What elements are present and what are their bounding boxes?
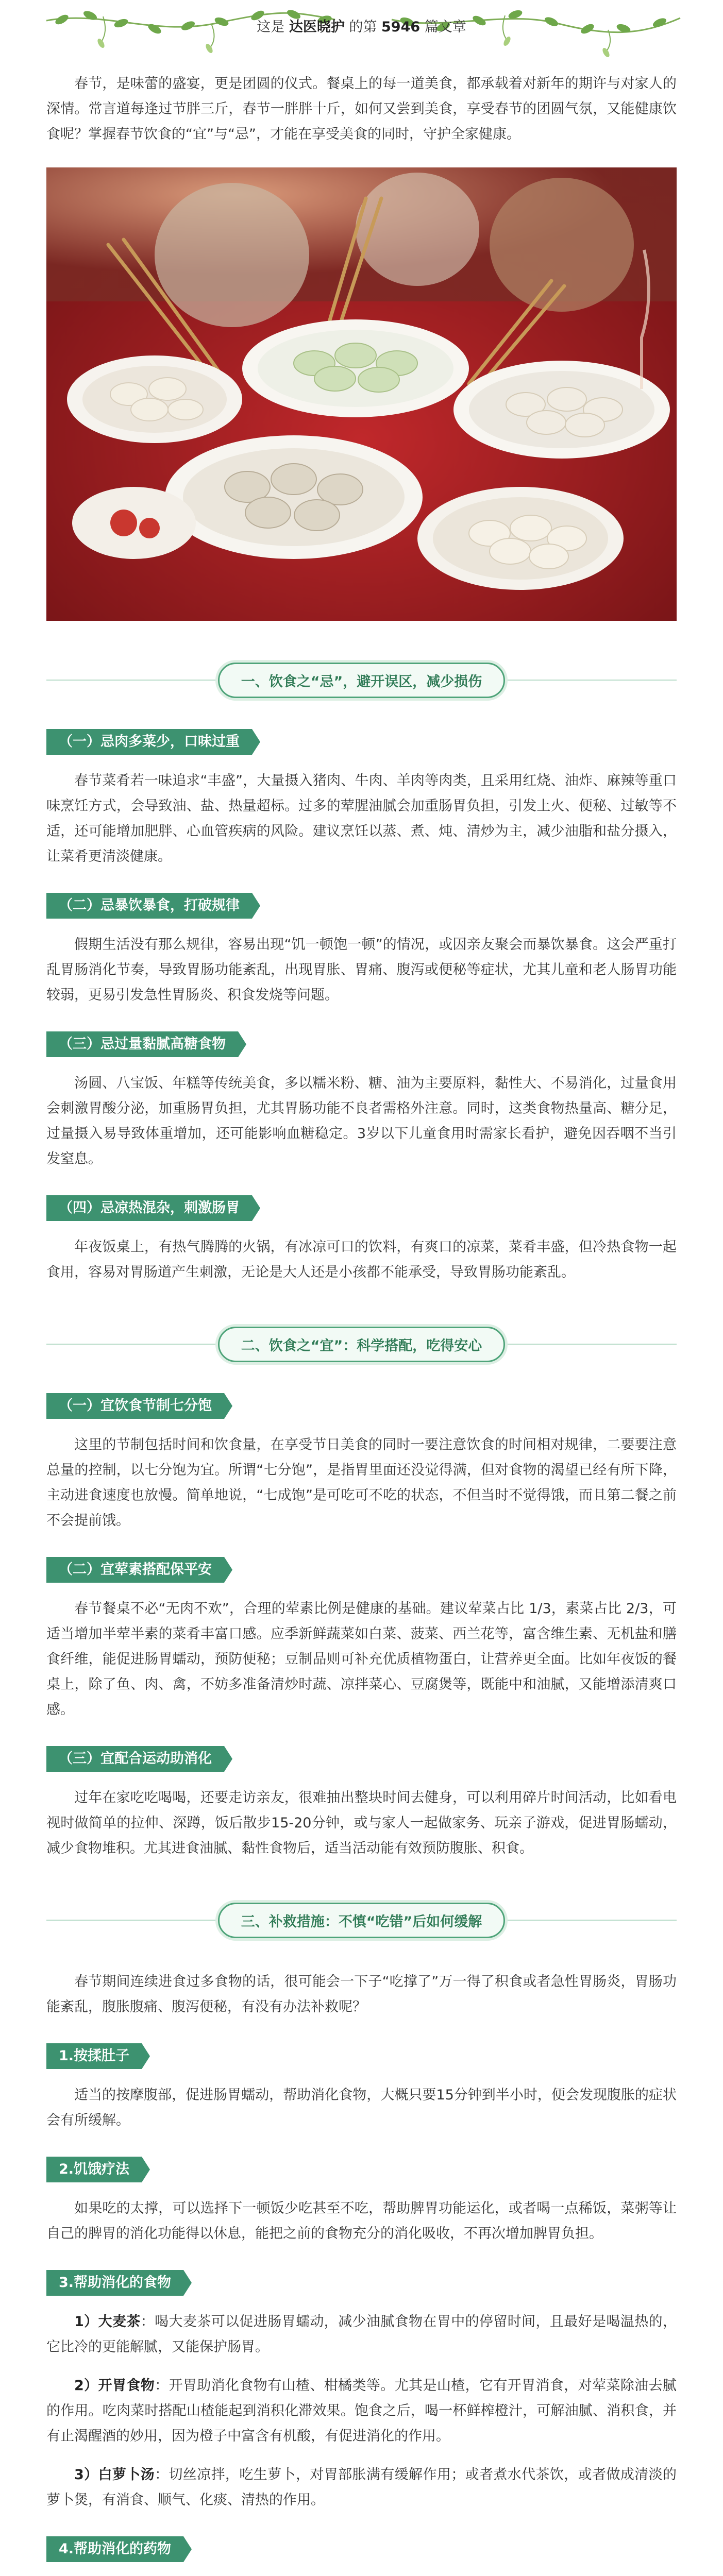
subheading-label: 3.帮助消化的食物 [46, 2270, 183, 2296]
section-1-item-4 [46, 1195, 677, 1285]
food-tip-body: ：喝大麦茶可以促进肠胃蠕动，减少油腻食物在胃中的停留时间，且最好是喝温热的，它比冷的更能解腻，又能保护肠胃。 [46, 2314, 677, 2355]
section-1-item-2 [46, 893, 677, 1008]
subheading [46, 1195, 677, 1221]
intro-paragraph: 春节，是味蕾的盛宴，更是团圆的仪式。餐桌上的每一道美食，都承载着对新年的期许与对家人的深情。常言道每逢过节胖三斤，春节一胖胖十斤，如何又尝到美食，享受春节的团圆气氛，又能健康饮食呢？掌握春节饮食的“宜”与“忌”，才能在享受美食的同时，守护全家健康。 [46, 76, 677, 142]
section-1-item-3 [46, 1031, 677, 1172]
subheading [46, 2536, 677, 2562]
subheading-arrow-icon [183, 2536, 192, 2562]
subheading-arrow-icon [224, 1746, 232, 1772]
section-1-item-1 [46, 729, 677, 869]
subheading-label: （一）宜饮食节制七分饱 [46, 1393, 224, 1419]
food-tip-title: 2）开胃食物 [74, 2378, 155, 2394]
subheading [46, 1031, 677, 1057]
section-banner-1 [46, 662, 677, 698]
subheading-label: （二）宜荤素搭配保平安 [46, 1557, 224, 1583]
subheading [46, 1557, 677, 1583]
header-prefix: 这是 [257, 19, 285, 35]
account-name[interactable]: 达医晓护 [289, 19, 345, 35]
section-2-item-3 [46, 1746, 677, 1861]
dumplings-banquet-photo [46, 167, 677, 621]
subheading [46, 2043, 677, 2069]
subheading-arrow-icon [142, 2043, 150, 2069]
section-2-content [0, 1393, 723, 1861]
subheading-arrow-icon [142, 2157, 150, 2182]
food-tip-body: ：开胃助消化食物有山楂、柑橘类等。尤其是山楂，它有开胃消食，对荤菜除油去腻的作用。吃肉菜时搭配山楂能起到消积化滞效果。饱食之后，喝一杯鲜榨橙汁，可解油腻、消积食，并有止渴醒酒的妙用，因为橙子中富含有机酸，有促进消化的作用。 [46, 2378, 677, 2444]
subheading-arrow-icon [252, 1195, 260, 1221]
subheading-label: 1.按揉肚子 [46, 2043, 142, 2069]
subheading-arrow-icon [224, 1557, 232, 1583]
section-title-1: 一、饮食之“忌”，避开误区，减少损伤 [218, 663, 506, 698]
subheading [46, 2157, 677, 2182]
food-tip-paragraph [46, 2373, 677, 2449]
subheading-label: （二）忌暴饮暴食，打破规律 [46, 893, 252, 919]
article-number-line [0, 0, 723, 36]
hero-image [46, 167, 677, 621]
subheading-label: （三）宜配合运动助消化 [46, 1746, 224, 1772]
section-paragraph: 这里的节制包括时间和饮食量，在享受节日美食的同时一要注意饮食的时间相对规律，二要要注意总量的控制，以七分饱为宜。所谓“七分饱”，是指胃里面还没觉得满，但对食物的渴望已经有所下降，主动进食速度也放慢。简单地说，“七成饱”是可吃可不吃的状态，不但当时不觉得饿，而且第二餐之前不会提前饿。 [46, 1437, 677, 1529]
subheading-label: 4.帮助消化的药物 [46, 2536, 183, 2562]
section-3-item-4 [46, 2536, 677, 2576]
subheading-arrow-icon [238, 1031, 246, 1057]
section-3-lead: 春节期间连续进食过多食物的话，很可能会一下子“吃撑了”万一得了积食或者急性胃肠炎，胃肠功能紊乱，腹胀腹痛、腹泻便秘，有没有办法补救呢？ [46, 1974, 677, 2015]
section-paragraph: 春节餐桌不必“无肉不欢”，合理的荤素比例是健康的基础。建议荤菜占比 1/3，素菜占比 2/3，可适当增加半荤半素的菜肴丰富口感。应季新鲜蔬菜如白菜、菠菜、西兰花等，富含维生素、无机盐和膳食纤维，能促进肠胃蠕动，预防便秘；豆制品则可补充优质植物蛋白，让营养更全面。比如年夜饭的餐桌上，除了鱼、肉、禽，不妨多准备清炒时蔬、凉拌菜心、豆腐煲等，既能中和油腻，又能增添清爽口感。 [46, 1601, 677, 1718]
section-title-2: 二、饮食之“宜”：科学搭配，吃得安心 [218, 1327, 506, 1362]
subheading-arrow-icon [252, 893, 260, 919]
section-paragraph: 假期生活没有那么规律，容易出现“饥一顿饱一顿”的情况，或因亲友聚会而暴饮暴食。这会严重打乱胃肠消化节奏，导致胃肠功能紊乱，出现胃胀、胃痛、腹泻或便秘等症状，尤其儿童和老人肠胃功能较弱，更易引发急性胃肠炎、积食发烧等问题。 [46, 937, 677, 1003]
article-number: 5946 [381, 19, 421, 35]
section-paragraph: 过年在家吃吃喝喝，还要走访亲友，很难抽出整块时间去健身，可以利用碎片时间活动，比如看电视时做简单的拉伸、深蹲，饭后散步15-20分钟，或与家人一起做家务、玩亲子游戏，促进胃肠蠕动，减少食物堆积。尤其进食油腻、黏性食物后，适当活动能有效预防腹胀、积食。 [46, 1790, 677, 1856]
subheading-label: （一）忌肉多菜少，口味过重 [46, 729, 252, 755]
section-3-content [0, 1969, 723, 2576]
subheading-label: （三）忌过量黏腻高糖食物 [46, 1031, 238, 1057]
subheading-arrow-icon [183, 2270, 192, 2296]
subheading-label: （四）忌凉热混杂，刺激肠胃 [46, 1195, 252, 1221]
food-tip-title: 3）白萝卜汤 [74, 2467, 155, 2483]
section-2-item-1 [46, 1393, 677, 1533]
header-suffix: 篇文章 [424, 19, 466, 35]
subheading [46, 2270, 677, 2296]
section-title-3: 三、补救措施：不慎“吃错”后如何缓解 [218, 1903, 506, 1938]
subheading [46, 729, 677, 755]
header-middle: 的第 [349, 19, 377, 35]
food-tip-paragraph [46, 2309, 677, 2360]
food-tip-title: 1）大麦茶 [74, 2314, 141, 2330]
section-3-item-3 [46, 2270, 677, 2513]
subheading-label: 2.饥饿疗法 [46, 2157, 142, 2182]
article-header [0, 0, 723, 62]
section-paragraph: 汤圆、八宝饭、年糕等传统美食，多以糯米粉、糖、油为主要原料，黏性大、不易消化，过量食用会刺激胃酸分泌，加重肠胃负担，尤其胃肠功能不良者需格外注意。同时，这类食物热量高、糖分足，过量摄入易导致体重增加，还可能影响血糖稳定。3岁以下儿童食用时需家长看护，避免因吞咽不当引发窒息。 [46, 1075, 677, 1167]
section-1-content [0, 729, 723, 1285]
article-body [0, 71, 723, 147]
section-banner-2 [46, 1326, 677, 1362]
subheading [46, 1746, 677, 1772]
section-paragraph: 适当的按摩腹部，促进肠胃蠕动，帮助消化食物，大概只要15分钟到半小时，便会发现腹胀的症状会有所缓解。 [46, 2087, 677, 2128]
subheading-arrow-icon [252, 729, 260, 755]
section-3-item-2 [46, 2157, 677, 2246]
section-banner-3 [46, 1902, 677, 1938]
section-2-item-2 [46, 1557, 677, 1722]
section-paragraph: 春节菜肴若一味追求“丰盛”，大量摄入猪肉、牛肉、羊肉等肉类，且采用红烧、油炸、麻辣等重口味烹饪方式，会导致油、盐、热量超标。过多的荤腥油腻会加重肠胃负担，引发上火、便秘、过敏等不适，还可能增加肥胖、心血管疾病的风险。建议烹饪以蒸、煮、炖、清炒为主，减少油脂和盐分摄入，让菜肴更清淡健康。 [46, 773, 677, 865]
section-paragraph: 如果吃的太撑，可以选择下一顿饭少吃甚至不吃，帮助脾胃功能运化，或者喝一点稀饭，菜粥等让自己的脾胃的消化功能得以休息，能把之前的食物充分的消化吸收，不再次增加脾胃负担。 [46, 2200, 677, 2242]
food-tip-paragraph [46, 2462, 677, 2513]
food-tip-body: ：切丝凉拌，吃生萝卜，对胃部胀满有缓解作用；或者煮水代茶饮，或者做成清淡的萝卜煲，有消食、顺气、化痰、清热的作用。 [46, 2467, 677, 2508]
section-paragraph: 年夜饭桌上，有热气腾腾的火锅，有冰凉可口的饮料，有爽口的凉菜，菜肴丰盛，但冷热食物一起食用，容易对胃肠道产生刺激，无论是大人还是小孩都不能承受，导致胃肠功能紊乱。 [46, 1239, 677, 1280]
subheading-arrow-icon [224, 1393, 232, 1419]
section-3-item-1 [46, 2043, 677, 2133]
subheading [46, 1393, 677, 1419]
subheading [46, 893, 677, 919]
